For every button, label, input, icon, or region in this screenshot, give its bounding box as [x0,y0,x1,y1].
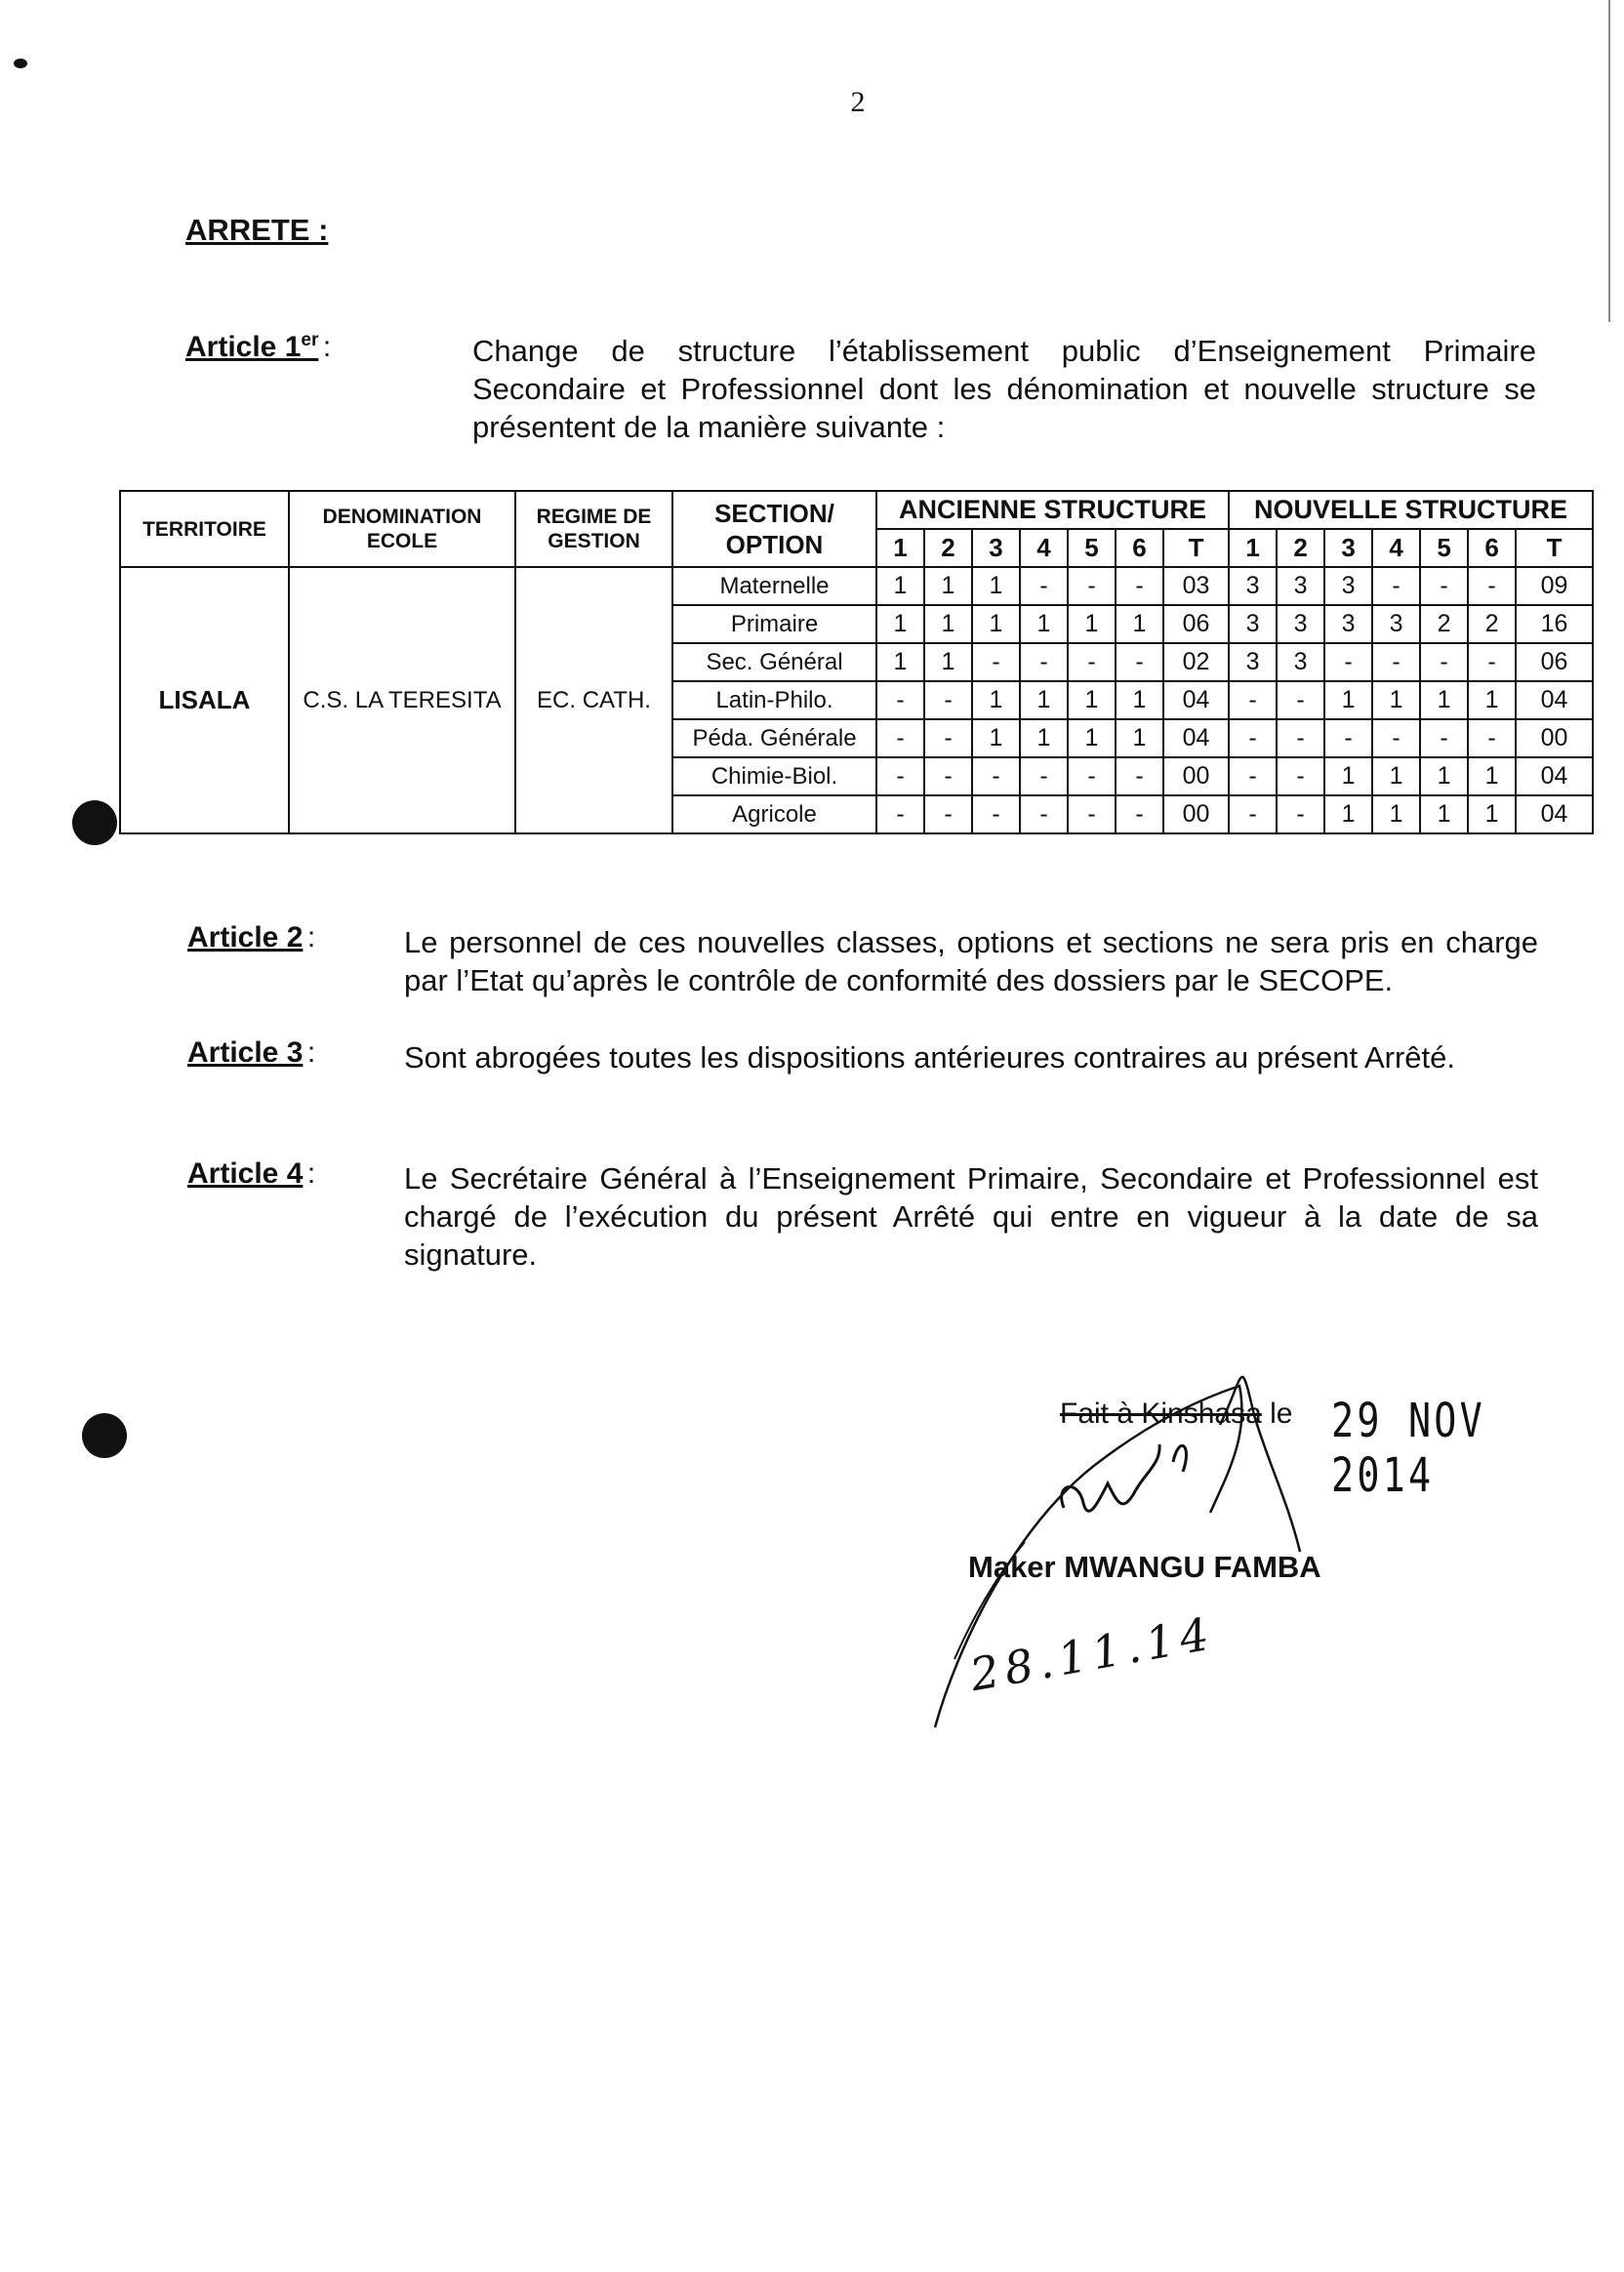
ancienne-value-cell: - [924,681,972,719]
nouvelle-value-cell: - [1468,567,1516,605]
header-nouvelle-col-6: 6 [1468,529,1516,567]
ancienne-value-cell: 03 [1163,567,1229,605]
ancienne-value-cell: 02 [1163,643,1229,681]
ancienne-value-cell: - [1020,643,1068,681]
ancienne-value-cell: 1 [1116,719,1163,757]
nouvelle-value-cell: 1 [1372,757,1420,795]
scan-mark [14,59,27,68]
ancienne-value-cell: 1 [876,643,924,681]
scan-hole [82,1413,127,1458]
ancienne-value-cell: - [1020,795,1068,833]
article-1-label-text: Article 1 [185,331,302,363]
header-nouvelle-col-3: 3 [1324,529,1372,567]
nouvelle-value-cell: 3 [1277,643,1324,681]
document-heading: ARRETE : [185,213,329,247]
header-denomination: DENOMINATION ECOLE [289,491,515,567]
header-ancienne-col-total: T [1163,529,1229,567]
nouvelle-value-cell: 00 [1516,719,1593,757]
ancienne-value-cell: - [924,795,972,833]
nouvelle-value-cell: - [1229,795,1277,833]
nouvelle-value-cell: 3 [1277,567,1324,605]
ancienne-value-cell: - [1068,567,1116,605]
header-nouvelle-col-4: 4 [1372,529,1420,567]
nouvelle-value-cell: 1 [1468,795,1516,833]
header-ancienne-col-5: 5 [1068,529,1116,567]
ancienne-value-cell: - [1116,757,1163,795]
ancienne-value-cell: 06 [1163,605,1229,643]
article-4-colon: : [306,1157,316,1190]
option-cell: Chimie-Biol. [672,757,876,795]
header-nouvelle-col-2: 2 [1277,529,1324,567]
article-2-text: Le personnel de ces nouvelles classes, options et sections ne sera pris en charge par l’Etat qu’après le contrôle de conformité des dossiers par le SECOPE. [404,925,1538,997]
article-2-label-text: Article 2 [187,921,304,953]
ancienne-value-cell: 1 [1116,681,1163,719]
territoire-cell: LISALA [120,567,289,833]
nouvelle-value-cell: - [1229,681,1277,719]
nouvelle-value-cell: 1 [1372,681,1420,719]
ancienne-value-cell: - [876,719,924,757]
nouvelle-value-cell: 06 [1516,643,1593,681]
nouvelle-value-cell: - [1372,567,1420,605]
nouvelle-value-cell: 3 [1324,605,1372,643]
ancienne-value-cell: 1 [924,567,972,605]
ancienne-value-cell: - [972,643,1020,681]
header-nouvelle-col-total: T [1516,529,1593,567]
nouvelle-value-cell: 3 [1229,643,1277,681]
ancienne-value-cell: 1 [1068,719,1116,757]
ancienne-value-cell: - [972,795,1020,833]
nouvelle-value-cell: 3 [1277,605,1324,643]
nouvelle-value-cell: 3 [1229,605,1277,643]
option-cell: Agricole [672,795,876,833]
nouvelle-value-cell: 1 [1372,795,1420,833]
nouvelle-value-cell: 1 [1324,681,1372,719]
ancienne-value-cell: 1 [1020,719,1068,757]
header-nouvelle-col-5: 5 [1420,529,1468,567]
header-ancienne-col-2: 2 [924,529,972,567]
article-3-colon: : [306,1036,316,1069]
signatory-name: Maker MWANGU FAMBA [968,1550,1321,1584]
option-cell: Latin-Philo. [672,681,876,719]
ancienne-value-cell: 1 [1020,605,1068,643]
nouvelle-value-cell: - [1420,567,1468,605]
nouvelle-value-cell: 04 [1516,795,1593,833]
nouvelle-value-cell: 04 [1516,757,1593,795]
article-1-label [185,330,331,364]
regime-cell: EC. CATH. [515,567,672,833]
ancienne-value-cell: 1 [1020,681,1068,719]
structure-table [119,490,1594,834]
nouvelle-value-cell: 3 [1324,567,1372,605]
denomination-cell: C.S. LA TERESITA [289,567,515,833]
header-territoire: TERRITOIRE [120,491,289,567]
ancienne-value-cell: - [1068,757,1116,795]
article-3-label [187,1036,315,1070]
nouvelle-value-cell: - [1277,719,1324,757]
nouvelle-value-cell: - [1324,643,1372,681]
nouvelle-value-cell: 1 [1468,681,1516,719]
article-2-label [187,921,315,954]
table-row [120,567,1593,605]
ancienne-value-cell: 1 [924,605,972,643]
ancienne-value-cell: - [1020,757,1068,795]
ancienne-value-cell: 1 [924,643,972,681]
ancienne-value-cell: 1 [972,567,1020,605]
nouvelle-value-cell: - [1277,757,1324,795]
nouvelle-value-cell: - [1277,795,1324,833]
ancienne-value-cell: - [1020,567,1068,605]
nouvelle-value-cell: 1 [1468,757,1516,795]
header-section-option: SECTION/ OPTION [672,491,876,567]
option-cell: Primaire [672,605,876,643]
ancienne-value-cell: 1 [1068,681,1116,719]
nouvelle-value-cell: 3 [1372,605,1420,643]
scan-mark [1608,0,1610,322]
date-stamp: 29 NOV 2014 [1331,1394,1485,1503]
article-4-label [187,1157,315,1191]
article-1-colon: : [322,331,332,363]
nouvelle-value-cell: - [1420,643,1468,681]
ancienne-value-cell: - [1068,795,1116,833]
le-text: le [1270,1398,1293,1430]
nouvelle-value-cell: - [1277,681,1324,719]
nouvelle-value-cell: 1 [1420,795,1468,833]
ancienne-value-cell: - [1068,643,1116,681]
handwritten-date: 28.11.14 [966,1606,1219,1702]
ancienne-value-cell: 1 [1068,605,1116,643]
ancienne-value-cell: - [1116,795,1163,833]
article-4-text: Le Secrétaire Général à l’Enseignement Primaire, Secondaire et Professionnel est chargé de l’exécution du présent Arrêté qui entre en vigueur à la date de sa signature. [404,1161,1538,1272]
nouvelle-value-cell: - [1468,719,1516,757]
page-number: 2 [850,86,866,118]
nouvelle-value-cell: - [1229,757,1277,795]
header-nouvelle-col-1: 1 [1229,529,1277,567]
ancienne-value-cell: - [924,757,972,795]
option-cell: Maternelle [672,567,876,605]
nouvelle-value-cell: - [1468,643,1516,681]
header-regime: REGIME DE GESTION [515,491,672,567]
nouvelle-value-cell: - [1372,643,1420,681]
ancienne-value-cell: - [1116,643,1163,681]
article-1-text: Change de structure l’établissement public d’Enseignement Primaire Secondaire et Professionnel dont les dénomination et nouvelle structure se présentent de la manière suivante : [472,334,1536,444]
nouvelle-value-cell: 1 [1324,757,1372,795]
ancienne-value-cell: - [1116,567,1163,605]
nouvelle-value-cell: 1 [1420,757,1468,795]
ancienne-value-cell: 1 [972,719,1020,757]
ancienne-value-cell: - [876,795,924,833]
scan-hole [72,800,117,845]
header-ancienne-col-6: 6 [1116,529,1163,567]
ancienne-value-cell: 00 [1163,757,1229,795]
header-ancienne-col-3: 3 [972,529,1020,567]
ancienne-value-cell: 1 [1116,605,1163,643]
ancienne-value-cell: 1 [876,605,924,643]
nouvelle-value-cell: - [1324,719,1372,757]
option-cell: Sec. Général [672,643,876,681]
nouvelle-value-cell: 2 [1420,605,1468,643]
article-4-label-text: Article 4 [187,1157,304,1190]
ancienne-value-cell: - [876,757,924,795]
nouvelle-value-cell: 16 [1516,605,1593,643]
nouvelle-value-cell: 3 [1229,567,1277,605]
nouvelle-value-cell: 1 [1420,681,1468,719]
ancienne-value-cell: 04 [1163,719,1229,757]
ancienne-value-cell: 00 [1163,795,1229,833]
nouvelle-value-cell: - [1229,719,1277,757]
nouvelle-value-cell: 04 [1516,681,1593,719]
ancienne-value-cell: - [924,719,972,757]
header-nouvelle-structure: NOUVELLE STRUCTURE [1229,491,1593,529]
article-3-text: Sont abrogées toutes les dispositions antérieures contraires au présent Arrêté. [404,1040,1456,1075]
header-ancienne-structure: ANCIENNE STRUCTURE [876,491,1229,529]
nouvelle-value-cell: 1 [1324,795,1372,833]
header-ancienne-col-4: 4 [1020,529,1068,567]
ancienne-value-cell: 1 [972,681,1020,719]
nouvelle-value-cell: 09 [1516,567,1593,605]
place-text: Fait à Kinshasa [1060,1398,1262,1430]
header-ancienne-col-1: 1 [876,529,924,567]
article-3-label-text: Article 3 [187,1036,304,1069]
ancienne-value-cell: - [972,757,1020,795]
ancienne-value-cell: 04 [1163,681,1229,719]
article-1-sup: er [301,330,319,350]
nouvelle-value-cell: - [1372,719,1420,757]
ancienne-value-cell: 1 [876,567,924,605]
nouvelle-value-cell: - [1420,719,1468,757]
nouvelle-value-cell: 2 [1468,605,1516,643]
article-2-colon: : [306,921,316,953]
ancienne-value-cell: - [876,681,924,719]
ancienne-value-cell: 1 [972,605,1020,643]
option-cell: Péda. Générale [672,719,876,757]
